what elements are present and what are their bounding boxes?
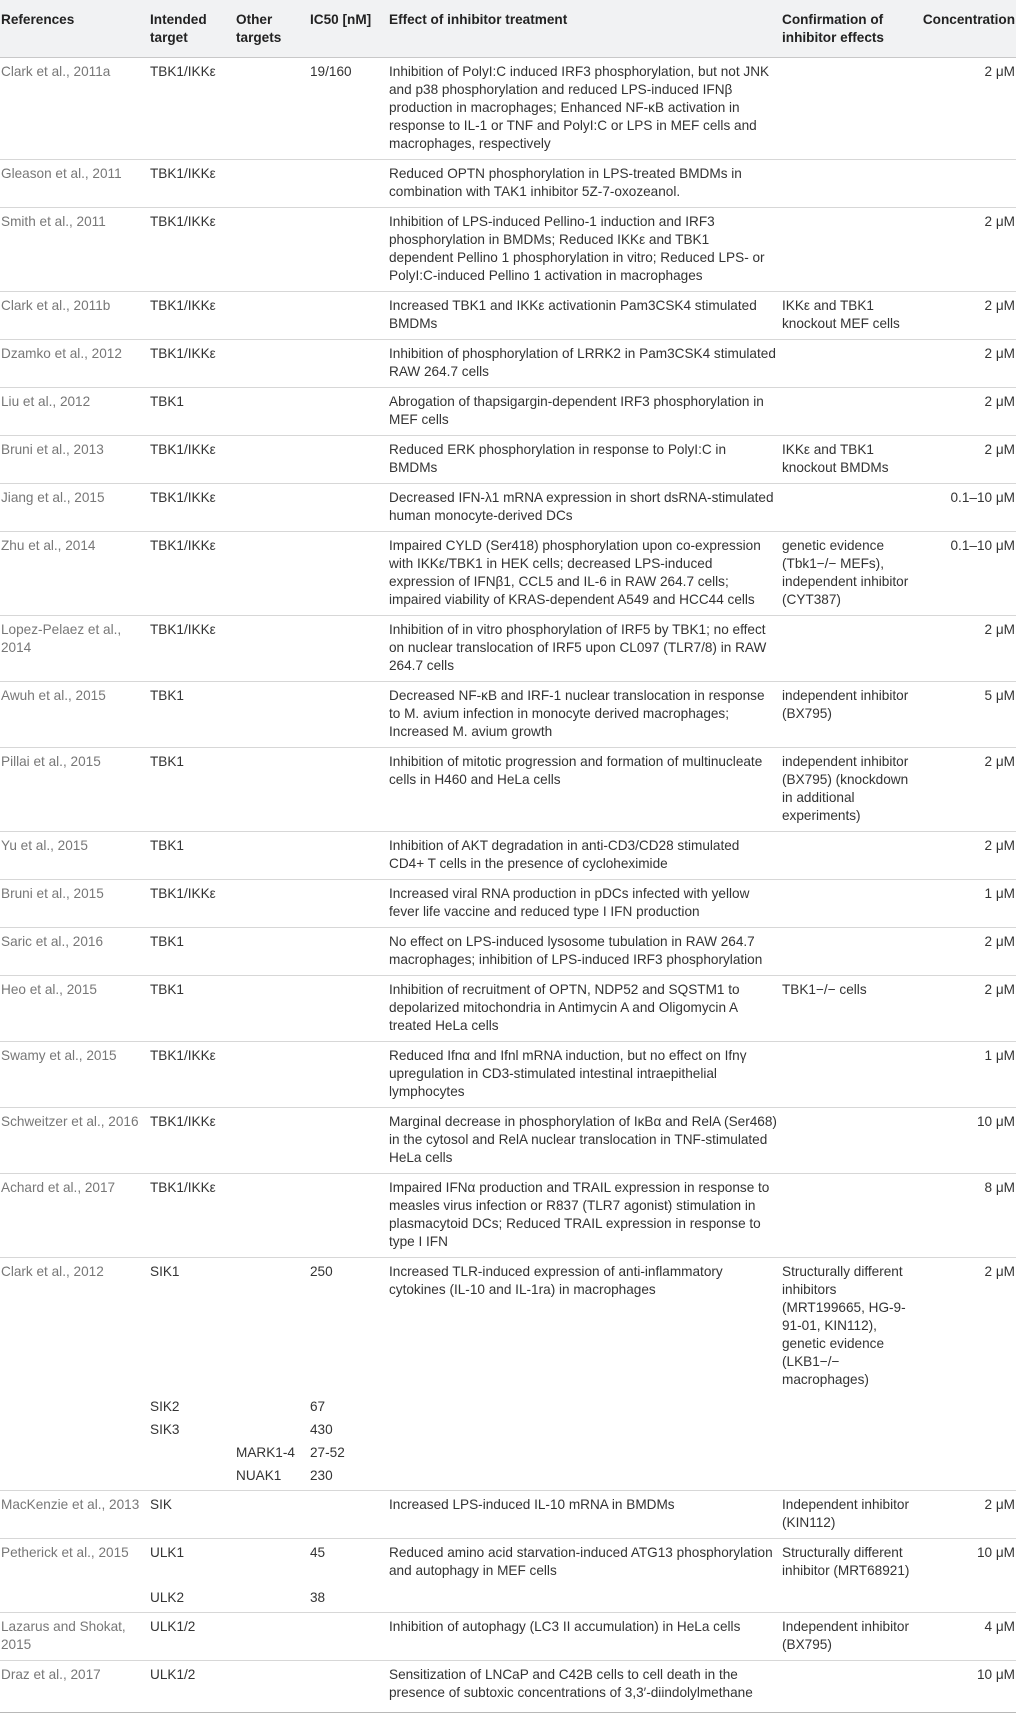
cell-effect: Inhibition of autophagy (LC3 II accumulation) in HeLa cells [388, 1613, 781, 1661]
cell-ic50: 45 [310, 1545, 326, 1560]
cell-reference: Awuh et al., 2015 [0, 682, 149, 748]
cell-confirmation [781, 1464, 919, 1491]
cell-reference: Draz et al., 2017 [0, 1661, 149, 1713]
table-row [0, 58, 1016, 160]
cell-intended-target: TBK1/IKKε [149, 340, 235, 388]
cell-reference: Heo et al., 2015 [0, 976, 149, 1042]
cell-reference: Bruni et al., 2015 [0, 880, 149, 928]
cell-concentration [919, 160, 1016, 208]
cell-intended-target: TBK1 [149, 748, 235, 832]
cell-effect: Decreased IFN-λ1 mRNA expression in short dsRNA-stimulated human monocyte-derived DCs [388, 484, 781, 532]
cell-intended-target: TBK1/IKKε [149, 436, 235, 484]
cell-confirmation [781, 340, 919, 388]
cell-concentration: 10 μM [919, 1108, 1016, 1174]
cell-confirmation [781, 388, 919, 436]
cell-other-targets [235, 208, 309, 292]
header-confirmation: Confirmation of inhibitor effects [781, 0, 919, 58]
table-row [0, 682, 1016, 748]
cell-other-targets [235, 616, 309, 682]
cell-reference: Zhu et al., 2014 [0, 532, 149, 616]
table-row [0, 532, 1016, 616]
cell-effect: Abrogation of thapsigargin-dependent IRF3 phosphorylation in MEF cells [388, 388, 781, 436]
cell-other-targets: MARK1-4 [236, 1445, 295, 1460]
cell-concentration: 2 μM [919, 832, 1016, 880]
cell-effect: Inhibition of in vitro phosphorylation of IRF5 by TBK1; no effect on nuclear translocation of IRF5 upon CL097 (TLR7/8) in RAW 264.7 cells [388, 616, 781, 682]
cell-concentration [919, 1586, 1016, 1613]
header-intended-target: Intended target [149, 0, 235, 58]
table-row [0, 1491, 1016, 1539]
cell-other-targets [235, 928, 309, 976]
cell-effect [388, 1395, 781, 1418]
cell-concentration: 0.1–10 μM [919, 532, 1016, 616]
cell-effect: Impaired CYLD (Ser418) phosphorylation upon co-expression with IKKε/TBK1 in HEK cells; decreased LPS-induced expression of IFNβ1, CCL5 and IL-6 in RAW 264.7 cells; impaired viability of KRAS-dependent A549 and HCC44 cells [388, 532, 781, 616]
cell-confirmation [781, 928, 919, 976]
cell-ic50 [309, 208, 388, 292]
cell-intended-target: SIK3 [150, 1422, 180, 1437]
cell-effect: Inhibition of recruitment of OPTN, NDP52 and SQSTM1 to depolarized mitochondria in Antimycin A and Oligomycin A treated HeLa cells [388, 976, 781, 1042]
cell-concentration [919, 1464, 1016, 1491]
header-references: References [0, 0, 149, 58]
cell-other-targets [235, 1395, 309, 1418]
cell-ic50 [309, 1108, 388, 1174]
cell-concentration: 2 μM [919, 976, 1016, 1042]
cell-effect: No effect on LPS-induced lysosome tubulation in RAW 264.7 macrophages; inhibition of LPS-induced IRF3 phosphorylation [388, 928, 781, 976]
cell-confirmation: independent inhibitor (BX795) [781, 682, 919, 748]
cell-concentration: 2 μM [919, 1491, 1016, 1539]
cell-other-targets [235, 58, 309, 160]
cell-concentration: 2 μM [919, 388, 1016, 436]
cell-confirmation [781, 208, 919, 292]
header-concentration: Concentration [919, 0, 1016, 58]
cell-concentration: 2 μM [919, 292, 1016, 340]
cell-confirmation [781, 1441, 919, 1464]
cell-confirmation: Independent inhibitor (BX795) [781, 1613, 919, 1661]
table-row [0, 208, 1016, 292]
cell-reference [0, 1395, 149, 1418]
cell-other-targets [235, 340, 309, 388]
cell-confirmation [781, 1042, 919, 1108]
cell-reference: Saric et al., 2016 [0, 928, 149, 976]
cell-reference: Schweitzer et al., 2016 [0, 1108, 149, 1174]
table-row [0, 436, 1016, 484]
table-row [0, 1395, 1016, 1418]
cell-effect [388, 1586, 781, 1613]
cell-other-targets [235, 1174, 309, 1258]
cell-concentration: 10 μM [976, 1545, 1015, 1560]
cell-other-targets [235, 1258, 309, 1396]
cell-ic50 [309, 532, 388, 616]
table-row [0, 1174, 1016, 1258]
cell-confirmation [781, 1395, 919, 1418]
cell-reference: Jiang et al., 2015 [0, 484, 149, 532]
cell-other-targets: NUAK1 [235, 1464, 309, 1491]
cell-reference: Clark et al., 2011a [0, 58, 149, 160]
cell-confirmation [781, 880, 919, 928]
cell-effect [388, 1441, 781, 1464]
cell-ic50: 19/160 [309, 58, 388, 160]
table-row [0, 1418, 1016, 1441]
cell-concentration: 2 μM [984, 1264, 1015, 1279]
table-row [0, 1108, 1016, 1174]
cell-other-targets [235, 832, 309, 880]
cell-confirmation: IKKε and TBK1 knockout BMDMs [781, 436, 919, 484]
cell-other-targets [235, 484, 309, 532]
cell-confirmation: Structurally different inhibitor (MRT68921) [782, 1545, 910, 1578]
cell-confirmation [781, 1108, 919, 1174]
cell-other-targets [235, 880, 309, 928]
cell-reference: Clark et al., 2011b [0, 292, 149, 340]
cell-intended-target: TBK1 [149, 928, 235, 976]
cell-other-targets [235, 292, 309, 340]
cell-intended-target: TBK1 [149, 388, 235, 436]
cell-other-targets [235, 160, 309, 208]
cell-ic50 [309, 160, 388, 208]
cell-reference: Liu et al., 2012 [0, 388, 149, 436]
cell-concentration: 8 μM [919, 1174, 1016, 1258]
table-row [0, 1613, 1016, 1661]
cell-ic50 [309, 388, 388, 436]
cell-effect: Reduced ERK phosphorylation in response to PolyI:C in BMDMs [388, 436, 781, 484]
cell-concentration [919, 1395, 1016, 1418]
cell-confirmation [781, 484, 919, 532]
cell-intended-target: TBK1/IKKε [149, 1108, 235, 1174]
cell-intended-target: TBK1 [149, 682, 235, 748]
cell-intended-target: TBK1/IKKε [149, 880, 235, 928]
cell-intended-target: TBK1/IKKε [149, 484, 235, 532]
cell-reference: Lazarus and Shokat, 2015 [0, 1613, 149, 1661]
table-row [0, 1586, 1016, 1613]
cell-ic50 [309, 928, 388, 976]
cell-other-targets [235, 1418, 309, 1441]
cell-ic50 [309, 1491, 388, 1539]
cell-intended-target: SIK2 [150, 1399, 180, 1414]
cell-reference: MacKenzie et al., 2013 [0, 1491, 149, 1539]
table-row [0, 880, 1016, 928]
cell-ic50: 230 [309, 1464, 388, 1491]
cell-concentration [919, 1418, 1016, 1441]
cell-confirmation [781, 58, 919, 160]
cell-other-targets [235, 748, 309, 832]
cell-confirmation: independent inhibitor (BX795) (knockdown in additional experiments) [781, 748, 919, 832]
cell-effect: Reduced OPTN phosphorylation in LPS-treated BMDMs in combination with TAK1 inhibitor 5Z-7-oxozeanol. [388, 160, 781, 208]
cell-reference: Petherick et al., 2015 [1, 1545, 129, 1560]
cell-other-targets [235, 682, 309, 748]
cell-other-targets [235, 388, 309, 436]
cell-ic50 [309, 484, 388, 532]
cell-confirmation: genetic evidence (Tbk1−/− MEFs), independent inhibitor (CYT387) [781, 532, 919, 616]
table-row [0, 292, 1016, 340]
cell-ic50 [309, 436, 388, 484]
cell-other-targets [235, 1661, 309, 1713]
cell-concentration: 2 μM [919, 340, 1016, 388]
cell-effect: Inhibition of AKT degradation in anti-CD3/CD28 stimulated CD4+ T cells in the presence of cycloheximide [388, 832, 781, 880]
cell-reference: Dzamko et al., 2012 [0, 340, 149, 388]
cell-reference [0, 1586, 149, 1613]
cell-intended-target [149, 1464, 235, 1491]
cell-effect: Decreased NF-κB and IRF-1 nuclear translocation in response to M. avium infection in monocyte derived macrophages; Increased M. avium growth [388, 682, 781, 748]
cell-confirmation [781, 1661, 919, 1713]
cell-intended-target: TBK1/IKKε [149, 616, 235, 682]
cell-intended-target: TBK1/IKKε [149, 292, 235, 340]
table-row [0, 1042, 1016, 1108]
cell-concentration: 2 μM [919, 748, 1016, 832]
cell-concentration: 1 μM [919, 880, 1016, 928]
cell-effect: Reduced Ifnα and Ifnl mRNA induction, but no effect on Ifnγ upregulation in CD3-stimulated intestinal intraepithelial lymphocytes [388, 1042, 781, 1108]
cell-confirmation: TBK1−/− cells [781, 976, 919, 1042]
cell-confirmation [781, 160, 919, 208]
cell-effect: Increased TBK1 and IKKε activationin Pam3CSK4 stimulated BMDMs [388, 292, 781, 340]
header-effect: Effect of inhibitor treatment [388, 0, 781, 58]
cell-ic50 [309, 880, 388, 928]
cell-concentration: 4 μM [919, 1613, 1016, 1661]
cell-reference: Lopez-Pelaez et al., 2014 [0, 616, 149, 682]
cell-confirmation: Independent inhibitor (KIN112) [781, 1491, 919, 1539]
cell-reference [0, 1418, 149, 1441]
cell-intended-target: TBK1 [149, 976, 235, 1042]
table-row [0, 832, 1016, 880]
cell-concentration: 2 μM [919, 58, 1016, 160]
cell-other-targets [235, 1539, 309, 1587]
table-row [0, 160, 1016, 208]
cell-reference: Swamy et al., 2015 [0, 1042, 149, 1108]
cell-concentration [919, 1441, 1016, 1464]
cell-effect: Marginal decrease in phosphorylation of IκBα and RelA (Ser468) in the cytosol and RelA nuclear translocation in TNF-stimulated HeLa cells [388, 1108, 781, 1174]
table-header [0, 0, 1016, 58]
cell-effect: Increased LPS-induced IL-10 mRNA in BMDMs [388, 1491, 781, 1539]
table-row [0, 748, 1016, 832]
cell-effect: Reduced amino acid starvation-induced ATG13 phosphorylation and autophagy in MEF cells [389, 1545, 773, 1578]
table-body [0, 58, 1016, 1713]
cell-other-targets [235, 1586, 309, 1613]
cell-other-targets [235, 1491, 309, 1539]
cell-intended-target: TBK1/IKKε [149, 160, 235, 208]
cell-other-targets [235, 532, 309, 616]
cell-intended-target: TBK1/IKKε [149, 532, 235, 616]
cell-intended-target: ULK1/2 [149, 1661, 235, 1713]
table-row [0, 1258, 1016, 1396]
cell-intended-target: TBK1/IKKε [149, 208, 235, 292]
cell-reference: Bruni et al., 2013 [0, 436, 149, 484]
cell-effect: Increased TLR-induced expression of anti-inflammatory cytokines (IL-10 and IL-1ra) in macrophages [389, 1264, 723, 1297]
cell-ic50 [309, 1174, 388, 1258]
table-row [0, 388, 1016, 436]
cell-concentration: 2 μM [919, 208, 1016, 292]
cell-intended-target: ULK1/2 [149, 1613, 235, 1661]
header-other-targets: Other targets [235, 0, 309, 58]
cell-intended-target: ULK2 [149, 1586, 235, 1613]
cell-concentration: 10 μM [919, 1661, 1016, 1713]
cell-other-targets [235, 436, 309, 484]
cell-confirmation [781, 1586, 919, 1613]
cell-confirmation: IKKε and TBK1 knockout MEF cells [781, 292, 919, 340]
cell-effect: Sensitization of LNCaP and C42B cells to cell death in the presence of subtoxic concentrations of 3,3′-diindolylmethane [388, 1661, 781, 1713]
cell-effect: Increased viral RNA production in pDCs infected with yellow fever life vaccine and reduced type I IFN production [388, 880, 781, 928]
cell-ic50 [309, 1042, 388, 1108]
cell-effect: Inhibition of LPS-induced Pellino-1 induction and IRF3 phosphorylation in BMDMs; Reduced IKKε and TBK1 dependent Pellino 1 phosphorylation in vitro; Reduced LPS- or PolyI:C-induced Pellino 1 activation in macrophages [388, 208, 781, 292]
cell-concentration: 5 μM [919, 682, 1016, 748]
cell-intended-target: SIK [149, 1491, 235, 1539]
cell-concentration: 2 μM [919, 616, 1016, 682]
cell-reference: Yu et al., 2015 [0, 832, 149, 880]
cell-effect [388, 1464, 781, 1491]
cell-reference [0, 1464, 149, 1491]
cell-intended-target: TBK1/IKKε [149, 58, 235, 160]
cell-reference [0, 1441, 149, 1464]
cell-ic50: 67 [310, 1399, 326, 1414]
cell-ic50: 250 [310, 1264, 333, 1279]
table-row [0, 1464, 1016, 1491]
cell-other-targets [235, 1108, 309, 1174]
cell-intended-target: SIK1 [150, 1264, 180, 1279]
table-row [0, 340, 1016, 388]
cell-effect: Impaired IFNα production and TRAIL expression in response to measles virus infection or R837 (TLR7 agonist) stimulation in plasmacytoid DCs; Reduced TRAIL expression in response to type I IFN [388, 1174, 781, 1258]
cell-ic50: 27-52 [310, 1445, 345, 1460]
cell-reference: Achard et al., 2017 [0, 1174, 149, 1258]
table-row [0, 976, 1016, 1042]
cell-intended-target [149, 1441, 235, 1464]
cell-concentration: 2 μM [919, 436, 1016, 484]
cell-ic50: 430 [310, 1422, 333, 1437]
table-row [0, 616, 1016, 682]
cell-effect: Inhibition of phosphorylation of LRRK2 in Pam3CSK4 stimulated RAW 264.7 cells [388, 340, 781, 388]
cell-ic50 [309, 682, 388, 748]
cell-reference: Pillai et al., 2015 [0, 748, 149, 832]
cell-effect: Inhibition of PolyI:C induced IRF3 phosphorylation, but not JNK and p38 phosphorylation and reduced LPS-induced IFNβ production in macrophages; Enhanced NF-κB activation in response to IL-1 or TNF and PolyI:C or LPS in MEF cells and macrophages, respectively [388, 58, 781, 160]
cell-intended-target: TBK1/IKKε [149, 1174, 235, 1258]
table-row [0, 1661, 1016, 1713]
cell-other-targets [235, 1613, 309, 1661]
cell-ic50 [309, 616, 388, 682]
cell-effect [388, 1418, 781, 1441]
cell-confirmation [781, 832, 919, 880]
header-row [0, 0, 1016, 58]
cell-intended-target: TBK1 [149, 832, 235, 880]
cell-ic50 [309, 748, 388, 832]
cell-other-targets [235, 1042, 309, 1108]
cell-confirmation [781, 616, 919, 682]
cell-intended-target: TBK1/IKKε [149, 1042, 235, 1108]
cell-ic50 [309, 1661, 388, 1713]
cell-reference: Clark et al., 2012 [1, 1264, 104, 1279]
cell-confirmation [781, 1174, 919, 1258]
cell-other-targets [235, 976, 309, 1042]
table-row [0, 1539, 1016, 1587]
cell-concentration: 1 μM [919, 1042, 1016, 1108]
cell-concentration: 2 μM [919, 928, 1016, 976]
cell-ic50 [309, 1613, 388, 1661]
cell-intended-target: ULK1 [150, 1545, 185, 1560]
cell-ic50 [309, 832, 388, 880]
cell-ic50: 38 [309, 1586, 388, 1613]
cell-ic50 [309, 340, 388, 388]
header-ic50: IC50 [nM] [309, 0, 388, 58]
cell-ic50 [309, 292, 388, 340]
cell-confirmation: Structurally different inhibitors (MRT199665, HG-9-91-01, KIN112), genetic evidence (LKB1−/− macrophages) [782, 1264, 906, 1387]
cell-ic50 [309, 976, 388, 1042]
table-row [0, 484, 1016, 532]
cell-reference: Smith et al., 2011 [0, 208, 149, 292]
cell-confirmation [781, 1418, 919, 1441]
cell-reference: Gleason et al., 2011 [0, 160, 149, 208]
cell-concentration: 0.1–10 μM [919, 484, 1016, 532]
table-row [0, 1441, 1016, 1464]
cell-effect: Inhibition of mitotic progression and formation of multinucleate cells in H460 and HeLa cells [388, 748, 781, 832]
table-row [0, 928, 1016, 976]
